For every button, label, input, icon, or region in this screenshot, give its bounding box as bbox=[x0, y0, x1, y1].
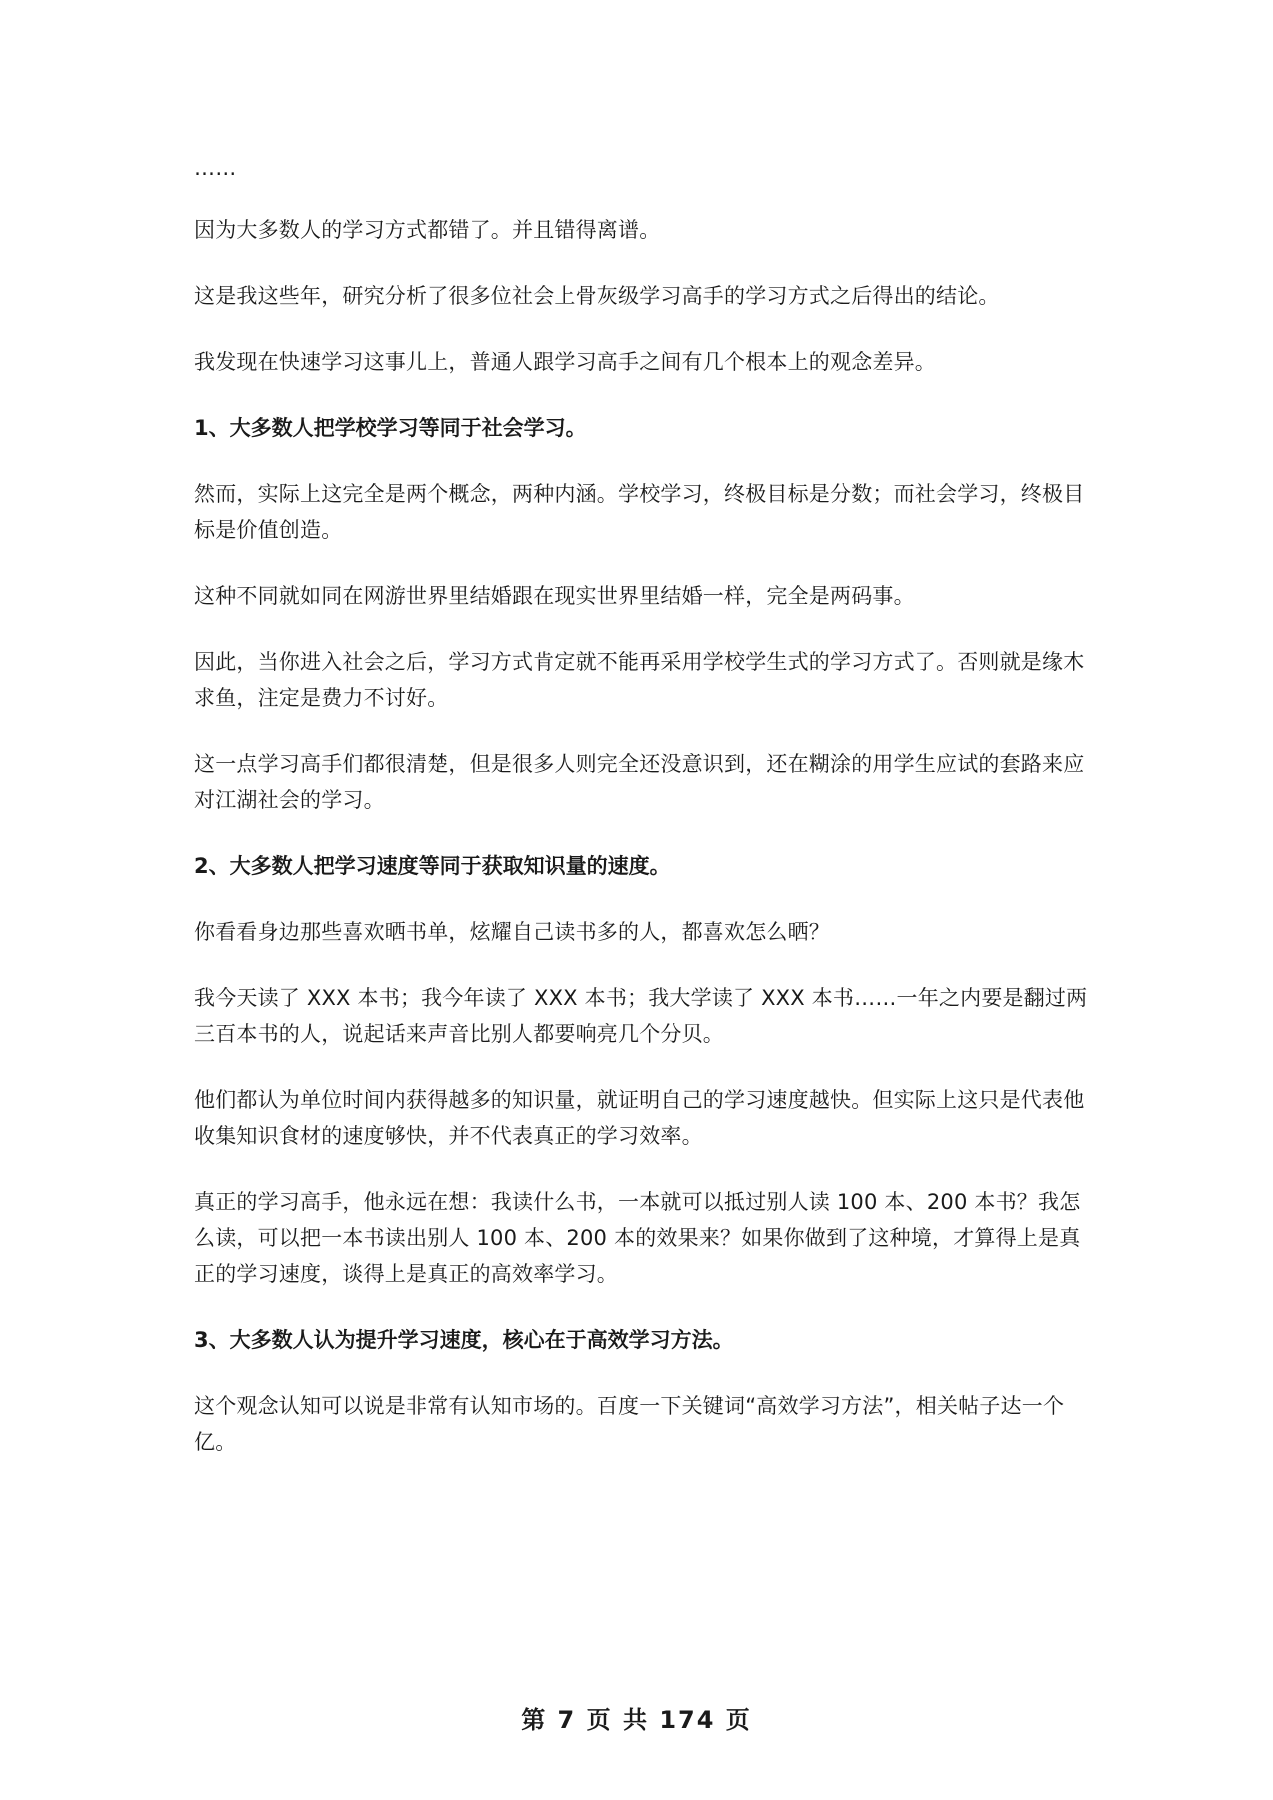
section-heading-2: 2、大多数人把学习速度等同于获取知识量的速度。 bbox=[194, 854, 671, 878]
paragraph: 你看看身边那些喜欢晒书单，炫耀自己读书多的人，都喜欢怎么晒？ bbox=[194, 920, 830, 944]
page-number-footer: 第 7 页 共 174 页 bbox=[521, 1706, 752, 1734]
paragraph: 我今天读了 XXX 本书；我今年读了 XXX 本书；我大学读了 XXX 本书……一年之内要是翻过两三百本书的人，说起话来声音比别人都要响亮几个分贝。 bbox=[194, 986, 1088, 1046]
paragraph: 他们都认为单位时间内获得越多的知识量，就证明自己的学习速度越快。但实际上这只是代表他收集知识食材的速度够快，并不代表真正的学习效率。 bbox=[194, 1088, 1085, 1148]
paragraph: 我发现在快速学习这事儿上，普通人跟学习高手之间有几个根本上的观念差异。 bbox=[194, 350, 936, 374]
section-heading-3: 3、大多数人认为提升学习速度，核心在于高效学习方法。 bbox=[194, 1328, 734, 1352]
paragraph: 这个观念认知可以说是非常有认知市场的。百度一下关键词“高效学习方法”，相关帖子达一个亿。 bbox=[194, 1394, 1065, 1454]
page-body bbox=[194, 150, 1094, 1490]
paragraph: 然而，实际上这完全是两个概念，两种内涵。学校学习，终极目标是分数；而社会学习，终极目标是价值创造。 bbox=[194, 482, 1085, 542]
paragraph: 这一点学习高手们都很清楚，但是很多人则完全还没意识到，还在糊涂的用学生应试的套路来应对江湖社会的学习。 bbox=[194, 752, 1085, 812]
paragraph: 这是我这些年，研究分析了很多位社会上骨灰级学习高手的学习方式之后得出的结论。 bbox=[194, 284, 1000, 308]
paragraph: 因此，当你进入社会之后，学习方式肯定就不能再采用学校学生式的学习方式了。否则就是缘木求鱼，注定是费力不讨好。 bbox=[194, 650, 1085, 710]
paragraph: 这种不同就如同在网游世界里结婚跟在现实世界里结婚一样，完全是两码事。 bbox=[194, 584, 915, 608]
section-heading-1: 1、大多数人把学校学习等同于社会学习。 bbox=[194, 416, 587, 440]
paragraph: 因为大多数人的学习方式都错了。并且错得离谱。 bbox=[194, 218, 661, 242]
paragraph-ellipsis: …… bbox=[194, 156, 237, 180]
paragraph: 真正的学习高手，他永远在想：我读什么书，一本就可以抵过别人读 100 本、200 本书？我怎么读，可以把一本书读出别人 100 本、200 本的效果来？如果你做到了这种境，才算得上是真正的学习速度，谈得上是真正的高效率学习。 bbox=[194, 1190, 1081, 1286]
